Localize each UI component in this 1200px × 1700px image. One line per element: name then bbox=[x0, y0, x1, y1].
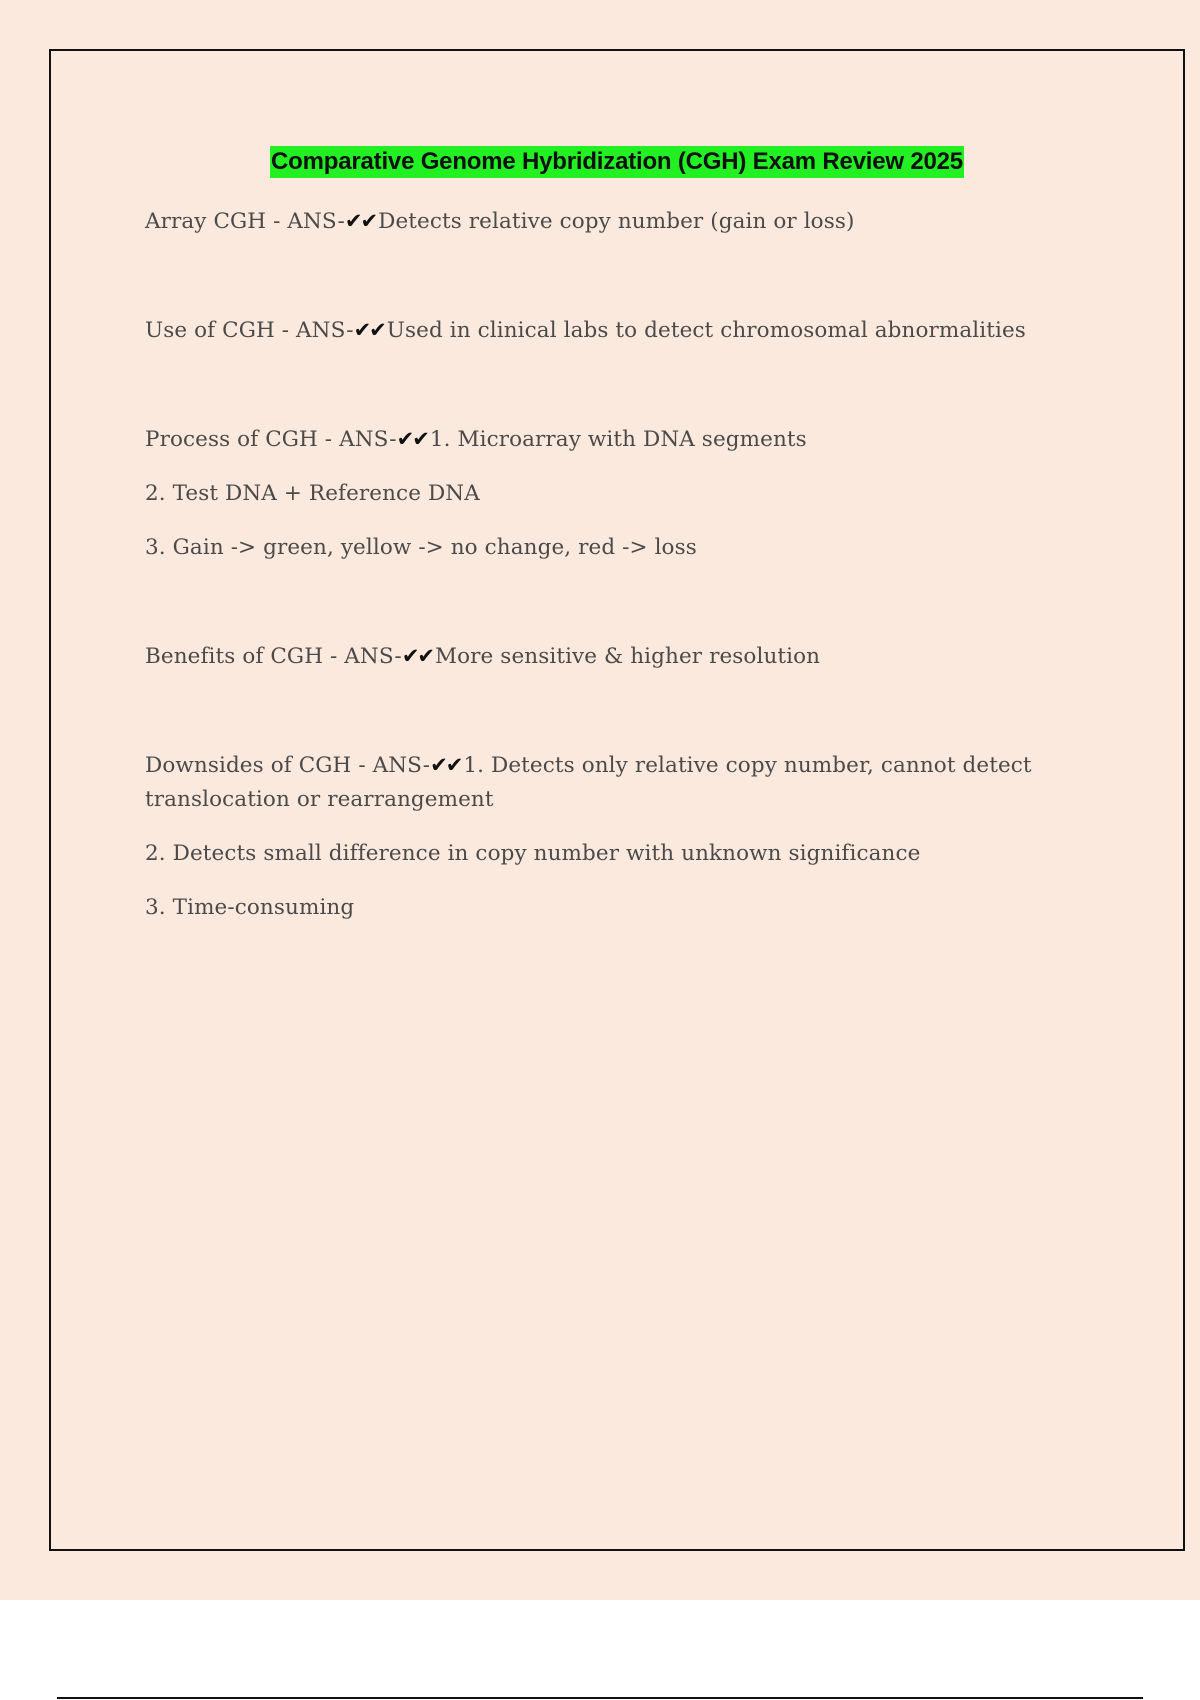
answer-line: 3. Gain -> green, yellow -> no change, red -> loss bbox=[145, 535, 697, 560]
qa-item-array-cgh bbox=[145, 204, 1075, 259]
check-icon: ✔✔ bbox=[401, 644, 434, 668]
answer-text: 1. Microarray with DNA segments bbox=[429, 427, 807, 452]
answer-text: 1. Detects only relative copy number, cannot detect translocation or rearrangement bbox=[145, 753, 1032, 812]
qa-item-downsides-of-cgh bbox=[145, 748, 1075, 945]
question-text: Benefits of CGH - ANS- bbox=[145, 644, 402, 669]
question-text: Use of CGH - ANS- bbox=[145, 318, 354, 343]
qa-item-process-of-cgh bbox=[145, 422, 1075, 585]
qa-line bbox=[145, 204, 1075, 239]
question-text: Downsides of CGH - ANS- bbox=[145, 753, 431, 778]
answer-line: 2. Test DNA + Reference DNA bbox=[145, 481, 480, 506]
footer-divider bbox=[57, 1697, 1143, 1699]
qa-item-use-of-cgh bbox=[145, 313, 1075, 368]
question-text: Process of CGH - ANS- bbox=[145, 427, 397, 452]
answer-line: 3. Time-consuming bbox=[145, 895, 355, 920]
answer-text: More sensitive & higher resolution bbox=[435, 644, 821, 669]
qa-line bbox=[145, 748, 1075, 817]
qa-line bbox=[145, 639, 1075, 674]
answer-line: 2. Detects small difference in copy number with unknown significance bbox=[145, 841, 921, 866]
check-icon: ✔✔ bbox=[430, 753, 462, 777]
qa-line bbox=[145, 313, 1075, 348]
document-title: Comparative Genome Hybridization (CGH) Exam Review 2025 bbox=[270, 146, 964, 178]
check-icon: ✔✔ bbox=[344, 209, 377, 233]
title-container bbox=[0, 146, 1200, 178]
qa-line bbox=[145, 422, 1075, 457]
answer-text: Detects relative copy number (gain or loss) bbox=[378, 209, 855, 234]
check-icon: ✔✔ bbox=[353, 318, 385, 342]
answer-text: Used in clinical labs to detect chromosomal abnormalities bbox=[386, 318, 1026, 343]
qa-item-benefits-of-cgh bbox=[145, 639, 1075, 694]
question-text: Array CGH - ANS- bbox=[145, 209, 345, 234]
check-icon: ✔✔ bbox=[396, 427, 428, 451]
